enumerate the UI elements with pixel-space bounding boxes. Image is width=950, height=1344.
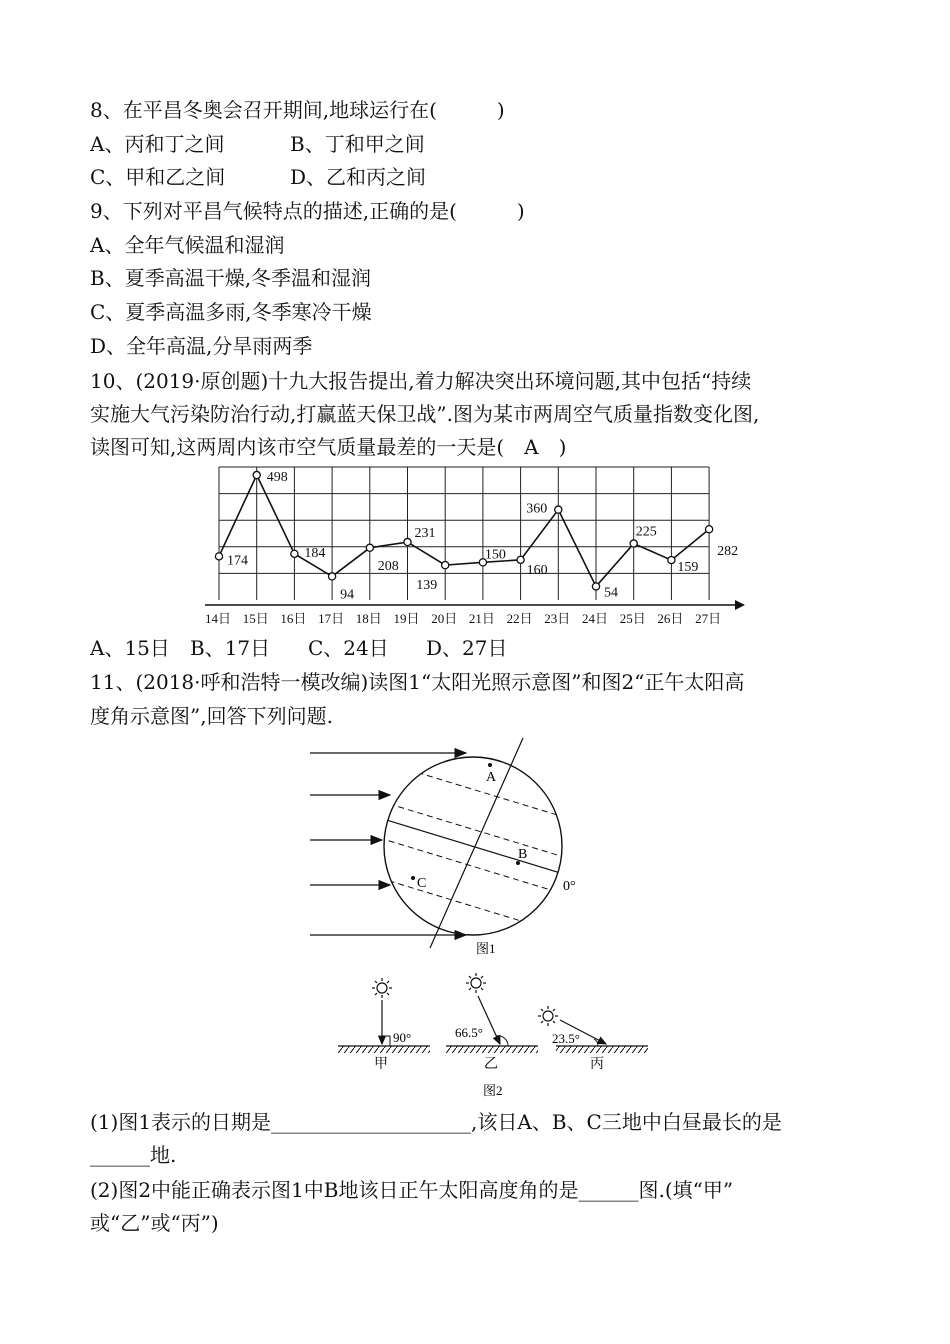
q8-options-row-1 [90, 130, 425, 158]
data-label: 160 [526, 562, 548, 578]
air-quality-line-chart [200, 462, 750, 630]
sun-icon [372, 978, 392, 998]
x-tick-label: 15日 [242, 611, 269, 626]
q10-option-d: D、27日 [426, 636, 508, 660]
data-label: 159 [677, 560, 699, 576]
chart-x-axis [205, 600, 745, 610]
q10-stem-line-2: 实施大气污染防治行动,打赢蓝天保卫战”.图为某市两周空气质量指数变化图, [90, 402, 760, 426]
data-point [706, 526, 713, 533]
panel-bing [538, 1006, 648, 1072]
x-tick-label: 25日 [619, 611, 646, 626]
figure-1-caption: 图1 [476, 941, 496, 956]
x-axis-arrow [735, 600, 745, 610]
data-point [215, 553, 222, 560]
data-label: 94 [340, 587, 355, 603]
data-point [630, 540, 637, 547]
q10-option-a: A、15日 [90, 636, 170, 660]
point-a [488, 763, 492, 767]
data-label: 54 [604, 585, 618, 601]
angle-jia: 90° [393, 1030, 412, 1045]
q11-sub2-line-1: (2)图2中能正确表示图1中B地该日正午太阳高度角的是______图.(填“甲” [90, 1178, 734, 1202]
q10-option-b: B、17日 [190, 636, 271, 660]
q9-option-c: C、夏季高温多雨,冬季寒冷干燥 [90, 300, 372, 324]
data-label: 139 [416, 578, 438, 594]
q11-sub1-line-1: (1)图1表示的日期是____________________,该日A、B、C三地中白昼最长的是 [90, 1110, 782, 1134]
name-yi: 乙 [484, 1057, 498, 1072]
x-tick-label: 27日 [695, 611, 722, 626]
q8-option-d: D、乙和丙之间 [290, 165, 427, 189]
name-jia: 甲 [374, 1057, 388, 1072]
x-tick-label: 16日 [280, 611, 307, 626]
data-point [517, 556, 524, 563]
q11-sub2-line-2: 或“乙”或“丙”) [90, 1211, 219, 1235]
data-point [592, 583, 599, 590]
x-tick-label: 17日 [318, 611, 345, 626]
x-tick-label: 21日 [468, 611, 495, 626]
q10-stem-line-3: 读图可知,这两周内该市空气质量最差的一天是( A ) [90, 435, 567, 459]
x-tick-label: 14日 [205, 611, 232, 626]
label-c: C [417, 876, 427, 891]
q8-option-c: C、甲和乙之间 [90, 165, 226, 189]
equator-label: 0° [563, 879, 576, 894]
panel-yi [446, 973, 538, 1072]
x-tick-label: 20日 [431, 611, 458, 626]
q10-options [90, 634, 507, 662]
data-label: 282 [717, 544, 739, 560]
q9-option-b: B、夏季高温干燥,冬季温和湿润 [90, 266, 372, 290]
x-tick-label: 22日 [506, 611, 533, 626]
x-tick-label: 19日 [393, 611, 420, 626]
x-tick-label: 26日 [657, 611, 684, 626]
x-tick-label: 18日 [355, 611, 382, 626]
data-point [442, 562, 449, 569]
q8-stem: 8、在平昌冬奥会召开期间,地球运行在( ) [90, 98, 505, 122]
earth-axis [430, 738, 523, 948]
q10-stem-line-1: 10、(2019·原创题)十九大报告提出,着力解决突出环境问题,其中包括“持续 [90, 369, 752, 393]
figure-1-sunlight-diagram [300, 735, 600, 960]
data-point [329, 573, 336, 580]
data-label: 174 [227, 553, 248, 569]
q9-option-a: A、全年气候温和湿润 [90, 233, 285, 257]
figure-2-noon-sun-angle [330, 968, 660, 1103]
label-a: A [486, 770, 497, 785]
chart-tick-labels [205, 611, 721, 626]
q11-stem-line-2: 度角示意图”,回答下列问题. [90, 704, 333, 728]
label-b: B [518, 847, 528, 862]
sun-icon [466, 973, 486, 993]
sunlight-rays [310, 753, 466, 935]
angle-yi: 66.5° [455, 1025, 483, 1040]
sun-icon [538, 1006, 558, 1026]
data-point [253, 471, 260, 478]
q11-stem-line-1: 11、(2018·呼和浩特一模改编)读图1“太阳光照示意图”和图2“正午太阳高 [90, 670, 745, 694]
panel-jia [338, 978, 430, 1072]
q9-stem: 9、下列对平昌气候特点的描述,正确的是( ) [90, 199, 525, 223]
data-point [668, 557, 675, 564]
data-label: 225 [635, 524, 657, 540]
q9-option-d: D、全年高温,分旱雨两季 [90, 334, 313, 358]
point-c [411, 876, 415, 880]
name-bing: 丙 [590, 1057, 604, 1072]
q8-option-b: B、丁和甲之间 [290, 132, 425, 156]
data-point [291, 550, 298, 557]
latitude-lines [360, 755, 600, 945]
x-tick-label: 23日 [544, 611, 571, 626]
data-label: 360 [526, 501, 548, 517]
data-point [555, 506, 562, 513]
data-label: 498 [266, 470, 288, 486]
x-tick-label: 24日 [582, 611, 609, 626]
data-point [366, 544, 373, 551]
data-label: 184 [304, 545, 326, 561]
data-label: 231 [414, 526, 436, 542]
q8-option-a: A、丙和丁之间 [90, 132, 225, 156]
q10-option-c: C、24日 [308, 636, 389, 660]
data-point [404, 538, 411, 545]
data-label: 150 [484, 547, 506, 563]
angle-bing: 23.5° [552, 1031, 580, 1046]
q11-sub1-line-2: ______地. [90, 1143, 177, 1167]
figure-2-caption: 图2 [483, 1083, 503, 1098]
q8-options-row-2 [90, 163, 426, 191]
data-label: 208 [377, 558, 399, 574]
